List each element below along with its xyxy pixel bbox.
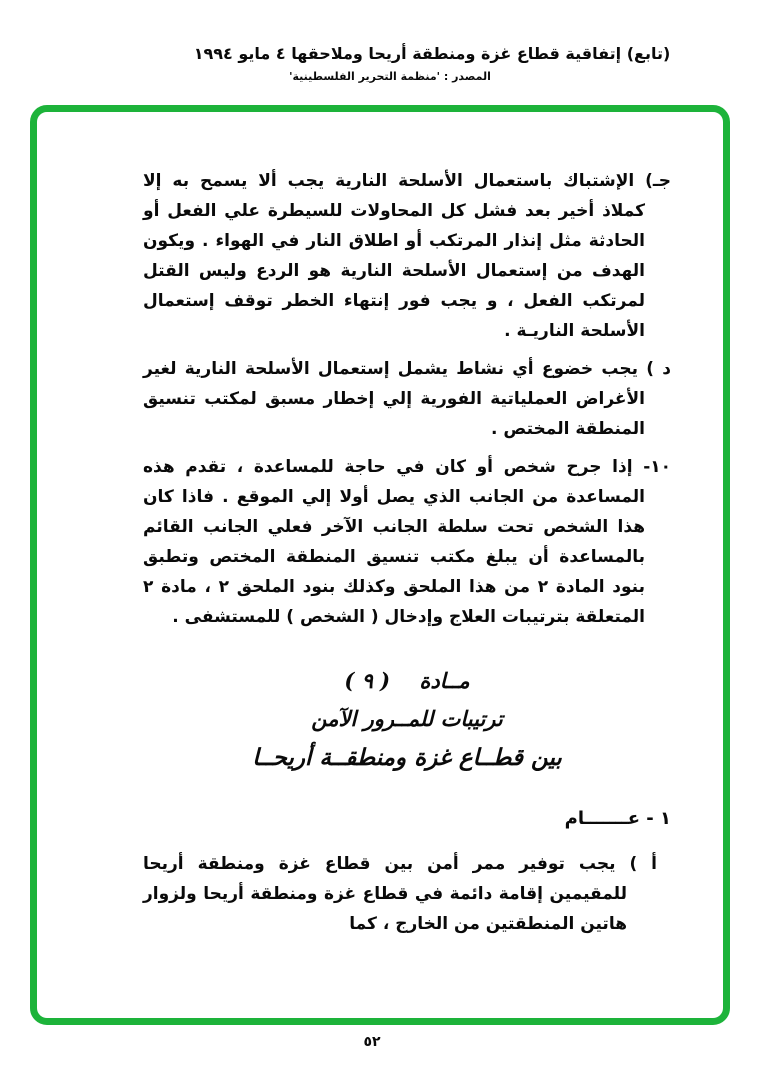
page-header bbox=[0, 44, 758, 83]
clause-10-marker: ١٠- bbox=[643, 457, 672, 477]
section-1-general-heading: ١ - عـــــــام bbox=[564, 808, 671, 829]
clause-a-paragraph bbox=[143, 849, 657, 939]
clause-c-text: الإشتباك باستعمال الأسلحة النارية يجب ألا يسمح به إلا كملاذ أخير بعد فشل كل المحاولات للسيطرة علي الفعل أو الحادثة مثل إنذار المرتكب أو اطلاق النار في الهواء . ويكون الهدف من إستعمال الأسلحة النارية هو الردع وليس القتل لمرتكب الفعل ، و يجب فور إنتهاء الخطر توقف إستعمال الأسلحة الناريـة . bbox=[143, 171, 645, 341]
clause-10-paragraph bbox=[143, 452, 671, 632]
clause-d-marker: د ) bbox=[646, 359, 671, 379]
green-border-frame bbox=[30, 105, 730, 1025]
document-source: المصدر : 'منظمة التحرير الفلسطينية' bbox=[289, 70, 491, 83]
article-subtitle-line: بين قطــاع غزة ومنطقــة أريحــا bbox=[252, 744, 562, 771]
clause-d-paragraph bbox=[143, 354, 671, 444]
page-number: ٥٢ bbox=[363, 1034, 381, 1050]
document-title: (تابع) إتفاقية قطاع غزة ومنطقة أريحا وملاحقها ٤ مايو ١٩٩٤ bbox=[193, 44, 671, 63]
clause-d-text: يجب خضوع أي نشاط يشمل إستعمال الأسلحة النارية لغير الأغراض العملياتية الفورية إلي إخطار مسبق لمكتب تنسيق المنطقة المختص . bbox=[143, 359, 645, 439]
clause-10-text: إذا جرح شخص أو كان في حاجة للمساعدة ، تقدم هذه المساعدة من الجانب الذي يصل أولا إلي الموقع . فاذا كان هذا الشخص تحت سلطة الجانب الآخر فعلي الجانب القائم بالمساعدة أن يبلغ مكتب تنسيق المنطقة المختص وتطبق بنود المادة ٢ من هذا الملحق وكذلك بنود الملحق ٢ ، مادة ٢ المتعلقة بترتيبات العلاج وإدخال ( الشخص ) للمستشفى . bbox=[143, 457, 646, 627]
article-number-line: مــادة ( ٩ ) bbox=[344, 668, 470, 693]
document-body bbox=[37, 112, 723, 947]
clause-c-marker: جـ) bbox=[645, 171, 671, 191]
article-9-heading bbox=[143, 662, 671, 778]
clause-a-marker: أ ) bbox=[629, 854, 657, 874]
clause-c-paragraph bbox=[143, 166, 671, 346]
article-title-line: ترتيبات للمــرور الآمن bbox=[311, 706, 503, 731]
clause-a-text: يجب توفير ممر أمن بين قطاع غزة ومنطقة أريحا للمقيمين إقامة دائمة في قطاع غزة ومنطقة أريحا ولزوار هاتين المنطقتين من الخارج ، كما bbox=[143, 854, 627, 934]
